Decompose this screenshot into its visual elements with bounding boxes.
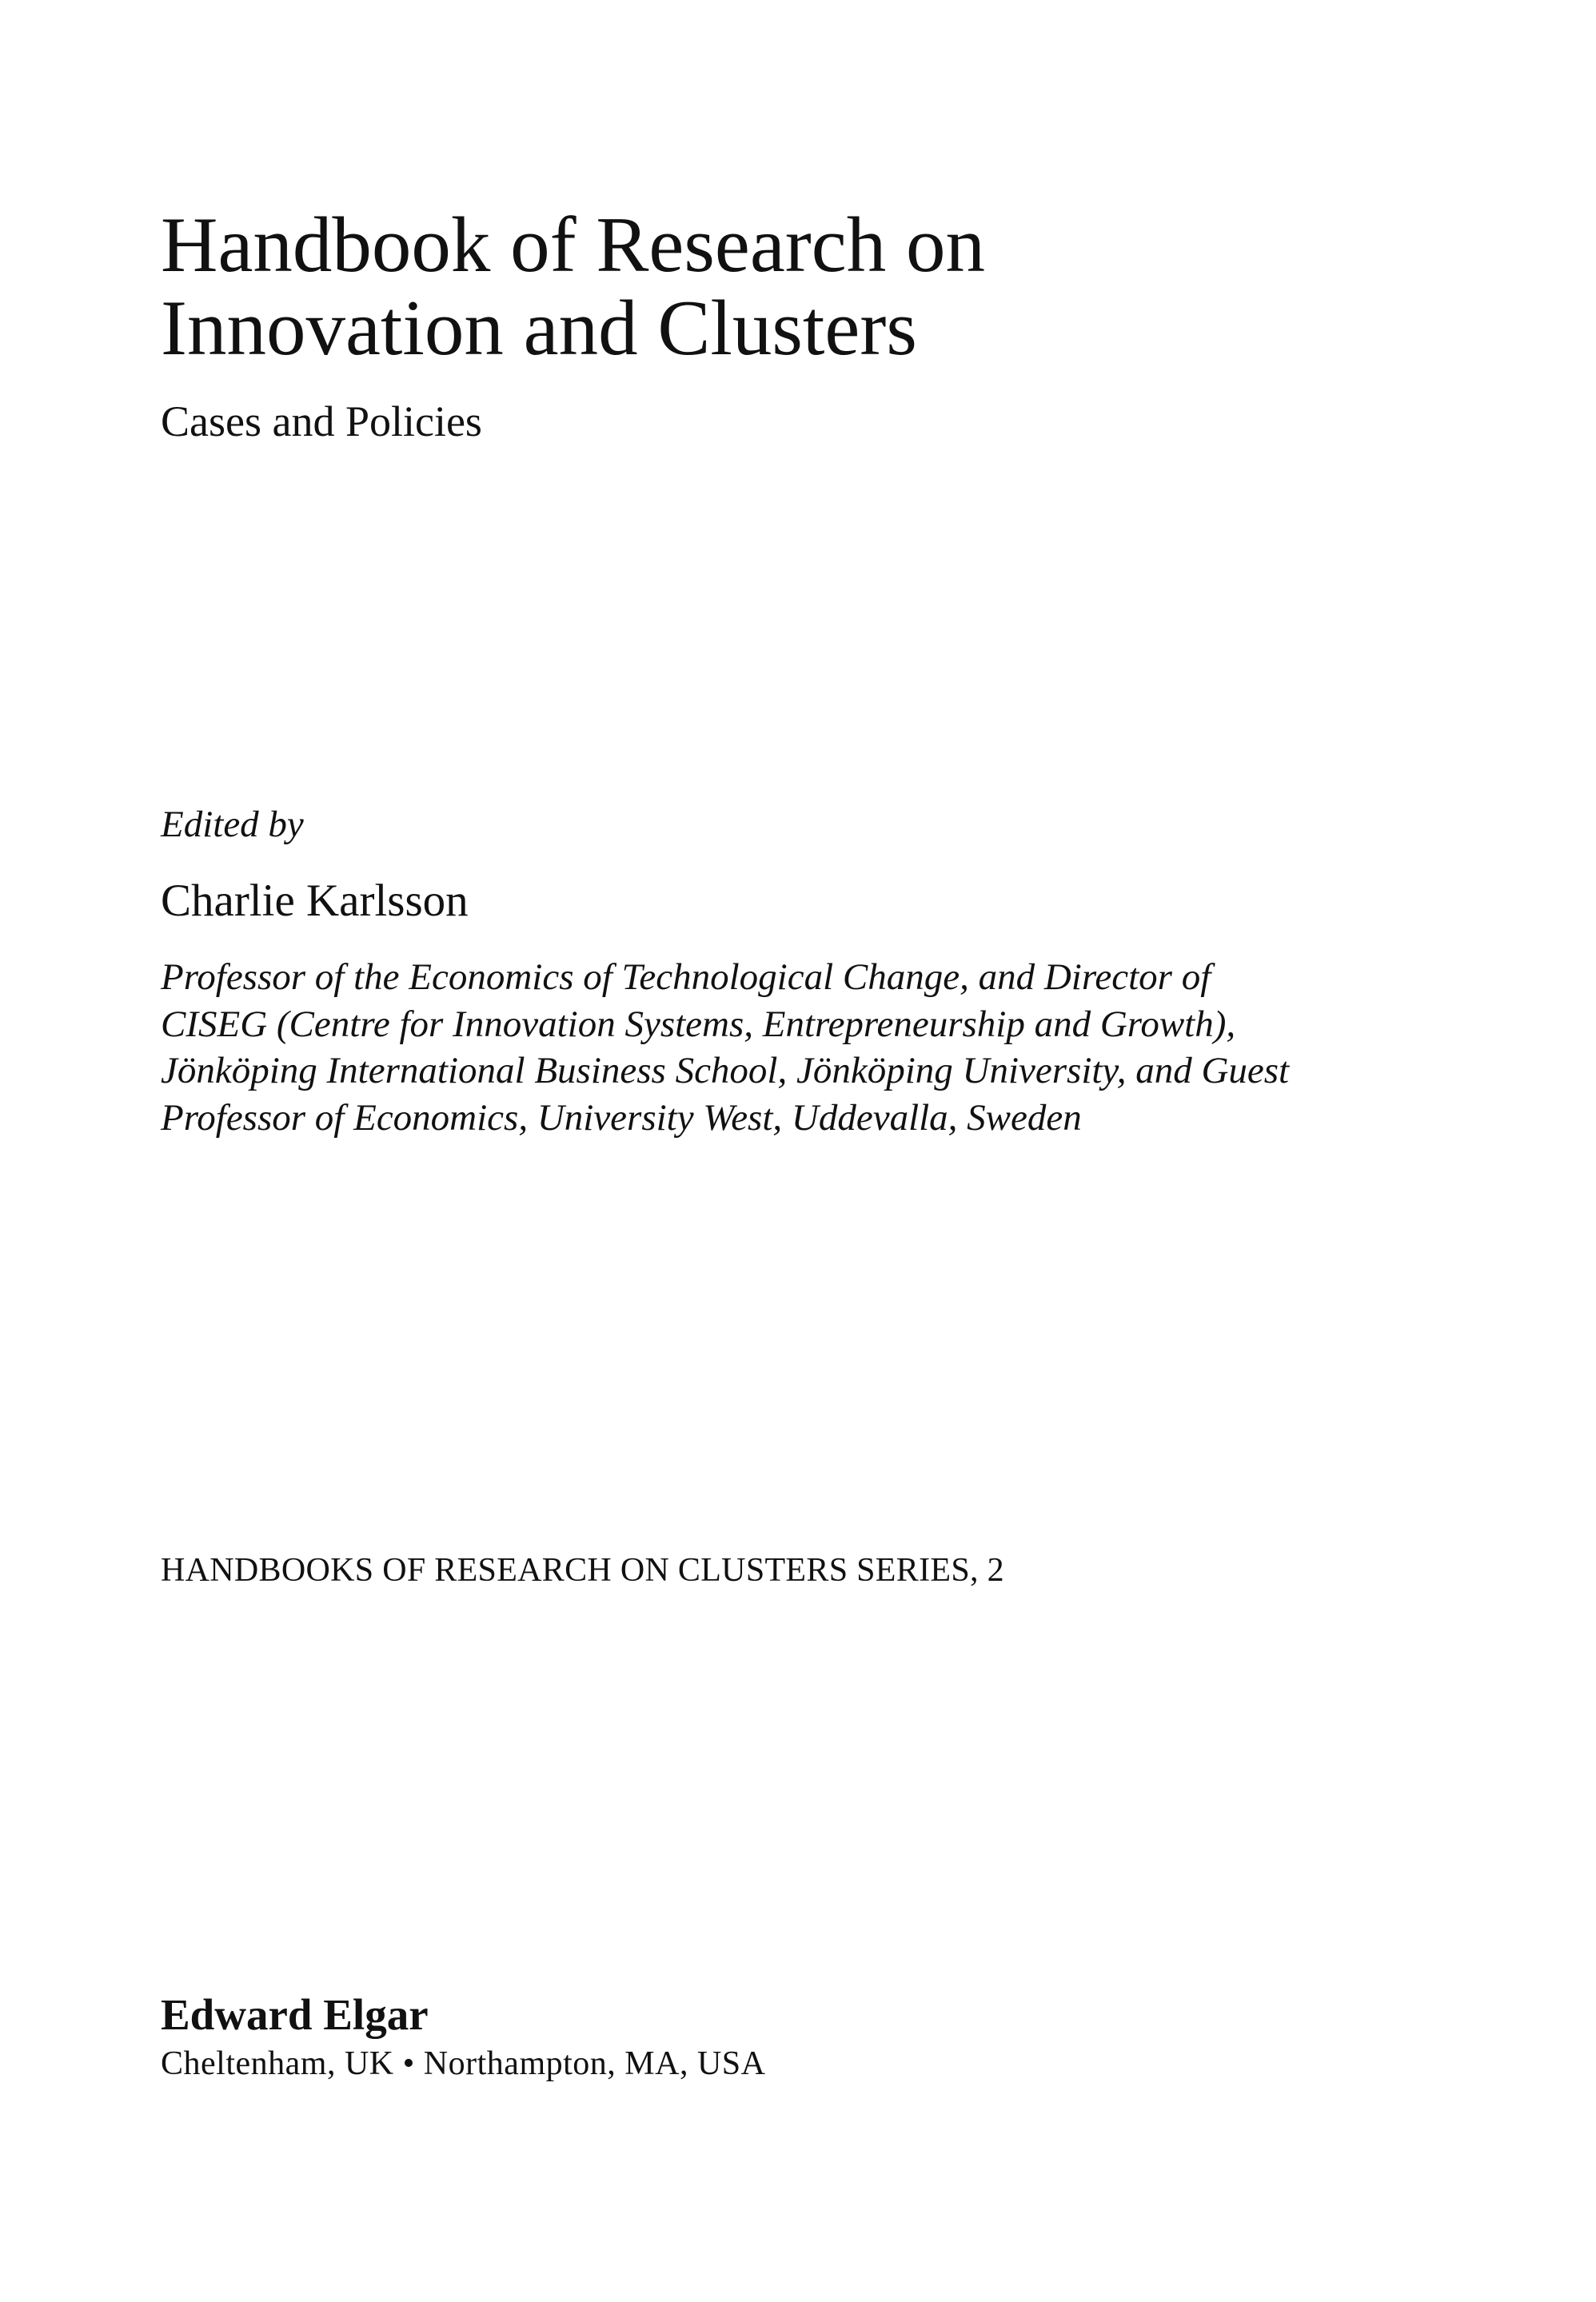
- affiliation-line: Jönköping International Business School, Jönköping University, and Guest: [161, 1050, 1290, 1091]
- book-title-line-1: Handbook of Research on: [161, 201, 985, 289]
- series-name: HANDBOOKS OF RESEARCH ON CLUSTERS SERIES, 2: [161, 1552, 1004, 1589]
- affiliation-line: Professor of Economics, University West, Uddevalla, Sweden: [161, 1096, 1082, 1139]
- publisher-locations: Cheltenham, UK • Northampton, MA, USA: [161, 2045, 766, 2082]
- publisher-name: Edward Elgar: [161, 1990, 429, 2039]
- edited-by-label: Edited by: [161, 804, 304, 845]
- affiliation-line: CISEG (Centre for Innovation Systems, Entrepreneurship and Growth),: [161, 1003, 1236, 1045]
- editor-affiliation: [161, 954, 1520, 1141]
- book-title: [161, 201, 1440, 372]
- affiliation-line: Professor of the Economics of Technological Change, and Director of: [161, 956, 1211, 998]
- book-subtitle: Cases and Policies: [161, 397, 482, 445]
- editor-name: Charlie Karlsson: [161, 876, 469, 926]
- book-title-line-2: Innovation and Clusters: [161, 285, 917, 372]
